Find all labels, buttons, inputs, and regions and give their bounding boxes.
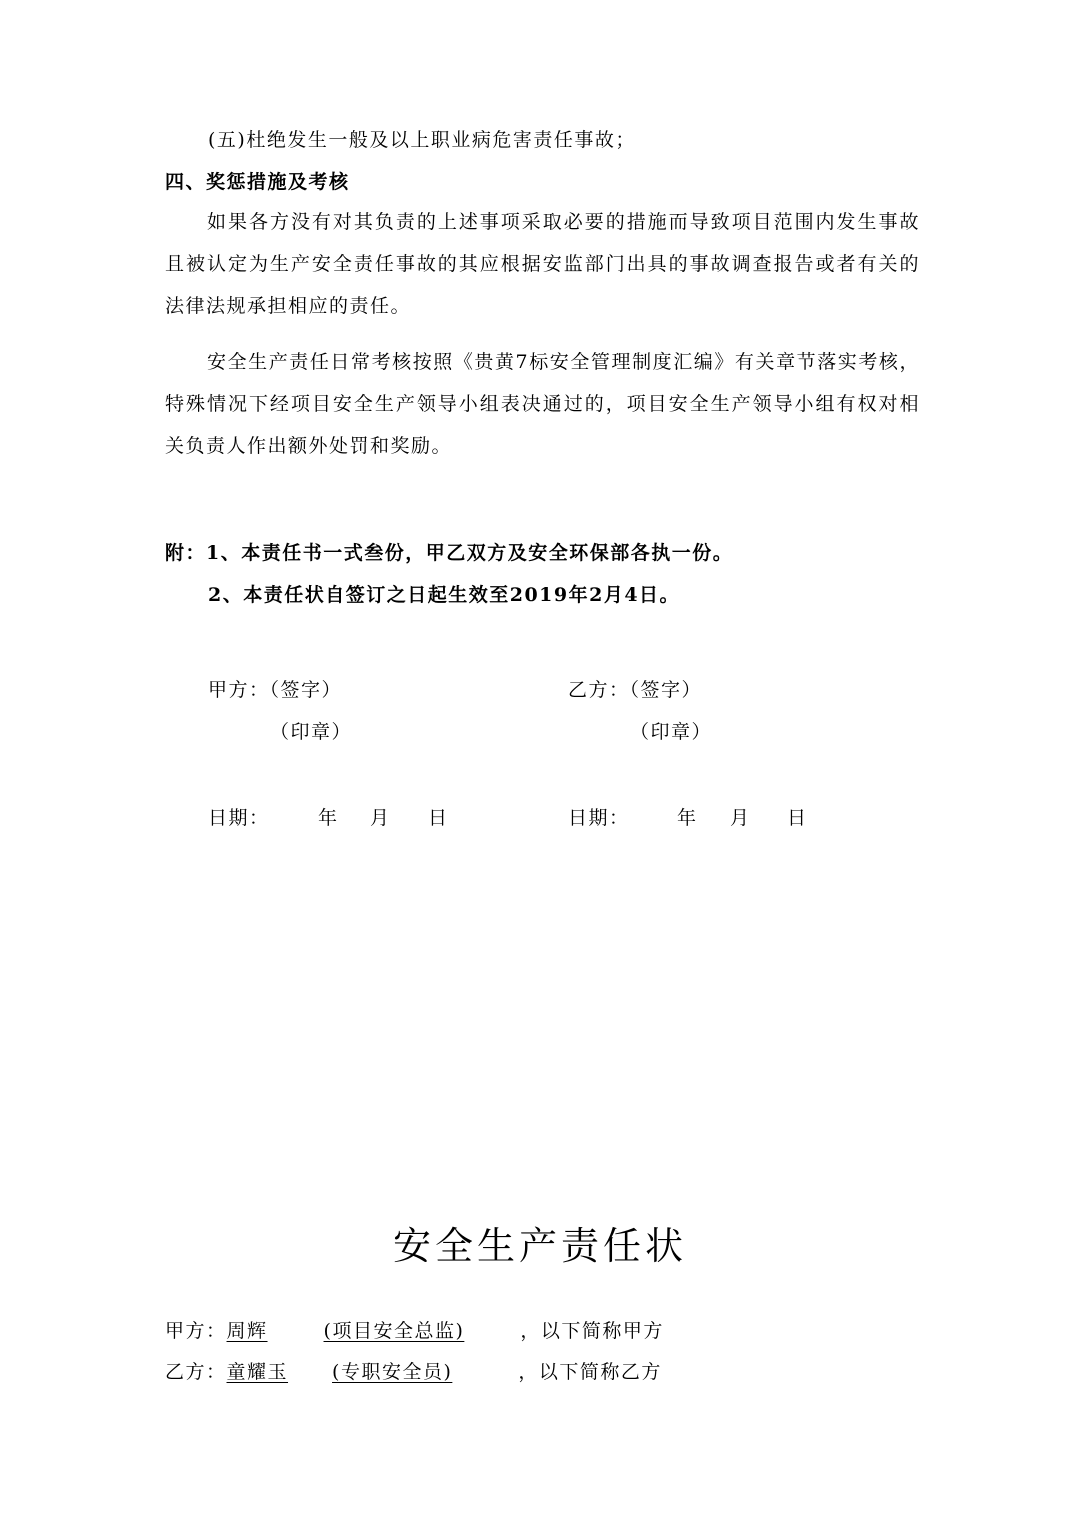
party-b-seal-label: （印章） [630, 721, 713, 743]
party-a-suffix: ，以下简称甲方 [520, 1320, 664, 1342]
party-a-line [165, 1319, 664, 1343]
party-a-date-day: 日 [428, 807, 449, 829]
party-a-name: 周辉 (项目安全总监) [226, 1320, 465, 1342]
party-b-name: 童耀玉 (专职安全员) [226, 1361, 453, 1383]
party-a-role: (项目安全总监) [323, 1320, 465, 1342]
party-b-date-label: 日期： [568, 807, 630, 829]
party-b-line [165, 1360, 662, 1384]
paragraph-assessment: 安全生产责任日常考核按照《贵黄7标安全管理制度汇编》有关章节落实考核，特殊情况下经项目安全生产领导小组表决通过的，项目安全生产领导小组有权对相关负责人作出额外处罚和奖励。 [165, 351, 920, 457]
party-b-label: 乙方： [165, 1361, 227, 1383]
party-a-date-year: 年 [318, 807, 339, 829]
party-a-date-month: 月 [370, 807, 391, 829]
party-b-signature-label: 乙方：（签字） [568, 679, 703, 701]
party-b-role: (专职安全员) [332, 1361, 453, 1383]
party-a-date-label: 日期： [208, 807, 270, 829]
appendix-line-1: 附：1、本责任书一式叁份，甲乙双方及安全环保部各执一份。 [165, 542, 734, 564]
document-title: 安全生产责任状 [392, 1224, 687, 1268]
party-a-label: 甲方： [165, 1320, 227, 1342]
party-a-signature-label: 甲方：（签字） [208, 679, 343, 701]
party-b-date-year: 年 [677, 807, 698, 829]
section-heading-rewards: 四、奖惩措施及考核 [165, 171, 350, 193]
party-b-date-day: 日 [787, 807, 808, 829]
party-b-date-month: 月 [730, 807, 751, 829]
item-five: (五)杜绝发生一般及以上职业病危害责任事故； [208, 129, 636, 151]
party-b-suffix: ，以下简称乙方 [518, 1361, 662, 1383]
party-a-seal-label: （印章） [270, 721, 353, 743]
paragraph-responsibility: 如果各方没有对其负责的上述事项采取必要的措施而导致项目范围内发生事故且被认定为生产安全责任事故的其应根据安监部门出具的事故调查报告或者有关的法律法规承担相应的责任。 [165, 211, 920, 317]
appendix-line-2: 2、本责任状自签订之日起生效至2019年2月4日。 [208, 584, 681, 606]
